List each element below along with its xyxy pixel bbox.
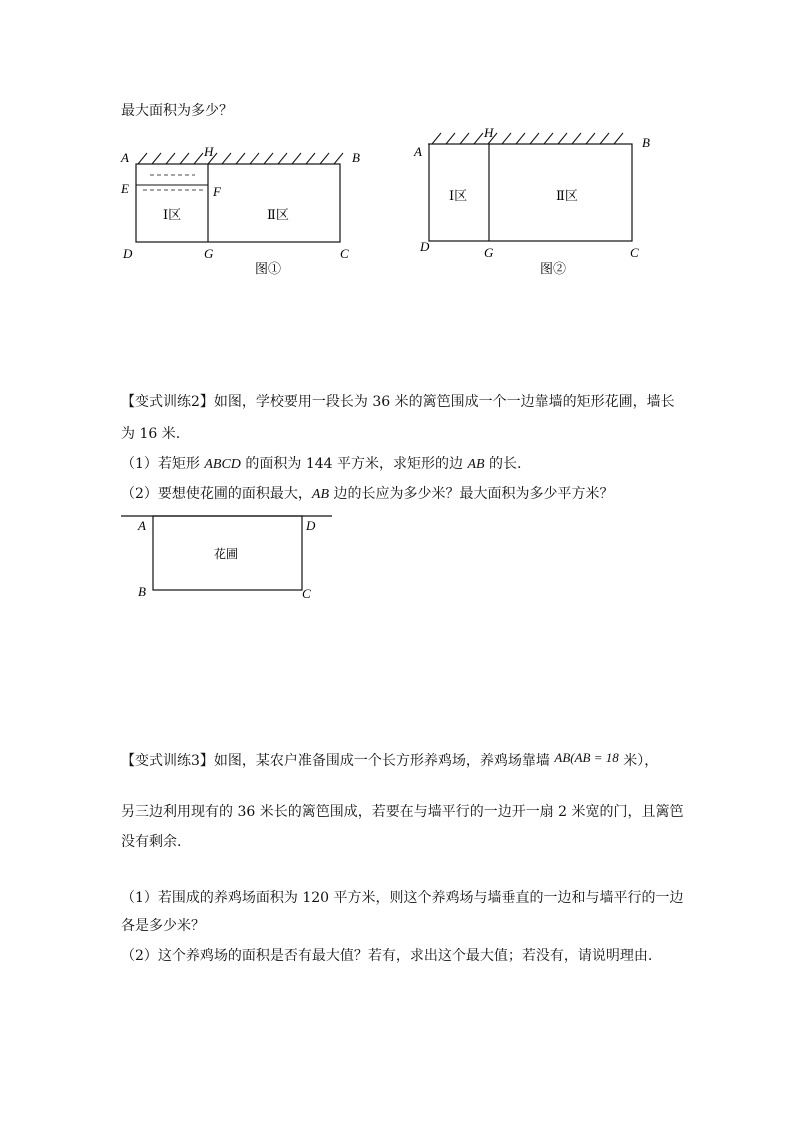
zone-2-label-2: Ⅱ区 [556,189,578,204]
label-h: H [204,144,214,159]
label-d-2: D [420,239,430,254]
label-g: G [204,246,214,261]
q1-middle: 的面积为 144 平方米，求矩形的边 [240,456,468,472]
zone-1-label: Ⅰ区 [163,208,182,223]
q2-suffix: 边的长应为多少米？最大面积为多少平方米？ [329,486,614,502]
exercise-3-line-3: 没有剩余. [121,834,182,850]
flower-bed-label: 花圃 [214,547,239,561]
zone-2-label: Ⅱ区 [267,208,289,223]
label-b-2: B [642,135,650,150]
bed-label-d: D [306,518,316,533]
figure-2-caption: 图② [540,262,567,277]
exercise-3-line-1 [121,751,658,771]
exercise-2-tag: 【变式训练2】 [121,394,214,410]
bed-label-c: C [302,586,311,601]
q1-abcd: ABCD [204,457,241,472]
q2-ab: AB [311,487,330,502]
label-f: F [213,184,221,199]
exercise-3-question-2: （2）这个养鸡场的面积是否有最大值？若有，求出这个最大值；若没有，请说明理由. [121,948,653,964]
exercise-3-text-1: 如图，某农户准备围成一个长方形养鸡场，养鸡场靠墙 [213,753,555,769]
exercise-3-tag: 【变式训练3】 [121,753,214,769]
exercise-2-line-2: 为 16 米. [121,426,181,442]
exercise-3-math: AB(AB = 18 [554,750,619,765]
label-a: A [121,150,129,165]
label-b: B [352,150,360,165]
label-d: D [123,246,133,261]
q1-suffix: 的长. [484,456,522,472]
zone-1-label-2: Ⅰ区 [449,189,468,204]
label-c: C [340,246,349,261]
bed-label-b: B [138,584,146,599]
bed-label-a: A [138,518,146,533]
label-g-2: G [484,245,494,260]
figure-1-caption: 图① [255,262,282,277]
exercise-3-question-1-line-1: （1）若围成的养鸡场面积为 120 平方米，则这个养鸡场与墙垂直的一边和与墙平行的一边 [121,890,684,906]
q2-prefix: （2）要想使花圃的面积最大， [121,486,312,502]
label-e: E [121,181,129,196]
q1-prefix: （1）若矩形 [121,456,205,472]
exercise-2-text-1: 如图，学校要用一段长为 36 米的篱笆围成一个一边靠墙的矩形花圃，墙长 [213,394,675,410]
exercise-3-text-1-tail: 米）， [618,753,659,769]
exercise-3-question-1-line-2: 各是多少米？ [121,918,205,934]
exercise-3-line-2: 另三边利用现有的 36 米长的篱笆围成，若要在与墙平行的一边开一扇 2 米宽的门，且篱笆 [121,804,684,820]
question-tail: 最大面积为多少？ [121,103,233,119]
label-h-2: H [484,125,494,140]
label-c-2: C [630,245,639,260]
label-a-2: A [414,144,422,159]
q1-ab: AB [467,457,485,472]
